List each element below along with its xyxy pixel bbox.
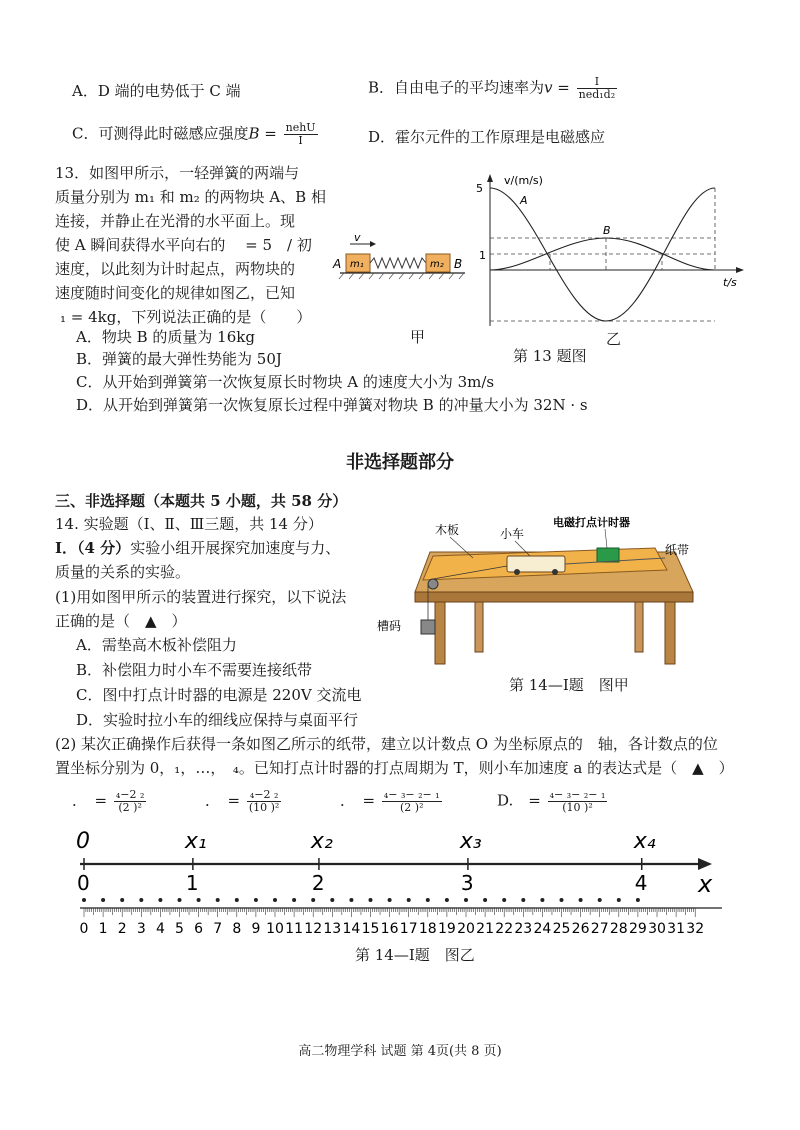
tape-axis-label: x <box>698 870 713 898</box>
velocity-label: v <box>354 231 361 244</box>
tape-point-label: 4 <box>634 871 648 895</box>
q13-figure-caption: 第 13 题图 <box>513 347 587 365</box>
ruler-number: 1 <box>98 921 108 937</box>
ruler-number: 32 <box>686 921 705 937</box>
m1-label: m₁ <box>350 259 364 270</box>
ruler-number: 14 <box>342 921 361 937</box>
ruler-number: 29 <box>628 921 647 937</box>
q13-option-a: A．物块 B 的质量为 16kg <box>76 328 255 346</box>
timer <box>597 548 619 562</box>
q14-sub2-option-d: D. = $\frac{\text{₄− ₃− ₂− ₁}}{\text{(10 )²}}$ <box>497 788 606 815</box>
ruler-number: 8 <box>232 921 242 937</box>
tape-dot <box>82 898 86 902</box>
ruler-number: 27 <box>590 921 609 937</box>
tick-1: 1 <box>479 249 486 262</box>
q13-fig-jia-label: 甲 <box>410 328 426 346</box>
tape-point-label: 0 <box>77 871 90 895</box>
q13-stem-3: 连接，并静止在光滑的水平面上。现 <box>55 212 296 230</box>
label-weight: 槽码 <box>377 619 402 633</box>
q14-sub1-line2: 正确的是（ ▲ ） <box>55 612 187 630</box>
ruler-number: 20 <box>457 921 475 937</box>
ruler-number: 9 <box>251 921 261 937</box>
tape-dot <box>120 898 124 902</box>
tape-dot <box>598 898 602 902</box>
q13-option-b: B．弹簧的最大弹性势能为 50J <box>76 350 282 368</box>
q13-option-c: C．从开始到弹簧第一次恢复原长时物块 A 的速度大小为 3m/s <box>76 373 495 391</box>
ruler-number: 17 <box>399 921 418 937</box>
q13-figure-jia <box>330 230 480 290</box>
label-cart: 小车 <box>500 527 525 541</box>
ruler-number: 26 <box>571 921 590 937</box>
tape-top-label: 0 <box>76 829 90 854</box>
q13-figure-yi <box>470 168 755 338</box>
block-b-letter: B <box>454 257 463 271</box>
tape-dot <box>273 898 277 902</box>
q12-option-d: D．霍尔元件的工作原理是电磁感应 <box>368 128 606 146</box>
tape-dot <box>521 898 525 902</box>
tick-5: 5 <box>476 182 483 195</box>
ruler-number: 19 <box>437 921 456 937</box>
q12-option-a: A．D 端的电势低于 C 端 <box>72 82 241 100</box>
tape-dot <box>617 898 621 902</box>
weight <box>421 620 435 634</box>
q13-stem-6: 速度随时间变化的规律如图乙，已知 <box>55 284 296 302</box>
tape-top-label: x₃ <box>459 829 482 854</box>
ruler-number: 5 <box>175 921 184 937</box>
tape-dot <box>636 898 640 902</box>
ruler-number: 7 <box>213 921 223 937</box>
m2-label: m₂ <box>430 259 444 270</box>
q14-sub2-option-a: ． = $\frac{\text{₄−2 ₂}}{\text{(2 )²}}$ <box>72 788 145 815</box>
q14-part1-line2: 质量的关系的实验。 <box>55 563 191 581</box>
q14-sub2-line1: (2) 某次正确操作后获得一条如图乙所示的纸带，建立以计数点 O 为坐标原点的 轴，各计数点的位 <box>55 735 718 753</box>
section-header: 非选择题部分 <box>346 452 454 473</box>
tape-dot <box>254 898 258 902</box>
q14-intro: 14. 实验题（Ⅰ、Ⅱ、Ⅲ三题，共 14 分） <box>55 515 323 533</box>
page-footer: 高二物理学科 试题 第 4页(共 8 页) <box>298 1044 502 1059</box>
tape-dot <box>445 898 449 902</box>
tape-dot <box>101 898 105 902</box>
ruler-number: 23 <box>514 921 533 937</box>
ruler-number: 13 <box>323 921 342 937</box>
tape-top-label: x₁ <box>184 829 207 854</box>
tape-dot <box>369 898 373 902</box>
q14-sub1-option-a: A．需垫高木板补偿阻力 <box>76 636 237 654</box>
tape-dot <box>426 898 430 902</box>
spring <box>370 258 426 268</box>
label-board: 木板 <box>435 523 460 537</box>
tape-dot <box>235 898 239 902</box>
ruler-number: 16 <box>380 921 399 937</box>
tape-dot <box>178 898 182 902</box>
tape-dot <box>407 898 411 902</box>
tape-dot <box>330 898 334 902</box>
y-axis-label: v/(m/s) <box>504 174 543 187</box>
ruler-number: 21 <box>476 921 495 937</box>
label-tape: 纸带 <box>665 543 690 557</box>
ruler-number: 6 <box>194 921 204 937</box>
ruler-number: 12 <box>304 921 323 937</box>
q14-sub1-option-c: C．图中打点计时器的电源是 220V 交流电 <box>76 686 362 704</box>
q12-option-c: C．可测得此时磁感应强度B = $\frac{\text{nehU}}{I}$ <box>72 121 316 148</box>
ruler-number: 0 <box>79 921 89 937</box>
tape-dot <box>349 898 353 902</box>
ruler-number: 18 <box>418 921 437 937</box>
tape-point-label: 3 <box>460 871 474 895</box>
q14-sub2-line2: 置坐标分别为 0，₁，…， ₄。已知打点计时器的打点周期为 T，则小车加速度 a 的表达式是（ ▲ ） <box>55 759 734 777</box>
tape-dot <box>197 898 201 902</box>
tape-dot <box>540 898 544 902</box>
q13-stem-4: 使 A 瞬间获得水平向右的 = 5 / 初 <box>55 236 312 254</box>
q13-fig-yi-label: 乙 <box>606 330 622 348</box>
tape-point-label: 1 <box>185 871 199 895</box>
q13-stem-5: 速度，以此刻为计时起点，两物块的 <box>55 260 296 278</box>
label-timer: 电磁打点计时器 <box>553 516 630 529</box>
q13-stem-1: 13．如图甲所示，一轻弹簧的两端与 <box>55 164 300 182</box>
tape-dot <box>464 898 468 902</box>
tape-top-label: x₄ <box>633 829 656 854</box>
q14-part1-line1: Ⅰ．（4 分）实验小组开展探究加速度与力、 <box>55 539 341 557</box>
tape-point-label: 2 <box>311 871 325 895</box>
tape-dot <box>139 898 143 902</box>
ruler-number: 15 <box>361 921 380 937</box>
tape-dot <box>292 898 296 902</box>
tape-dot <box>560 898 564 902</box>
tape-dot <box>216 898 220 902</box>
ruler-number: 28 <box>609 921 628 937</box>
q13-stem-7: ₁ = 4kg，下列说法正确的是（ ） <box>60 308 312 326</box>
tape-dot <box>579 898 583 902</box>
q14-sub1-option-d: D．实验时拉小车的细线应保持与桌面平行 <box>76 711 359 729</box>
q14-sub2-option-c: ． = $\frac{\text{₄− ₃− ₂− ₁}}{\text{(2 )²}}$ <box>340 788 440 815</box>
ruler-number: 4 <box>155 921 165 937</box>
ruler-number: 11 <box>285 921 304 937</box>
q14-figure-yi-caption: 第 14—Ⅰ题 图乙 <box>355 946 475 964</box>
curve-a-label: A <box>520 194 528 207</box>
q14-sub1-option-b: B．补偿阻力时小车不需要连接纸带 <box>76 661 313 679</box>
ruler-number: 31 <box>667 921 686 937</box>
q14-figure-jia <box>375 512 710 674</box>
ruler-number: 24 <box>533 921 552 937</box>
tape-top-label: x₂ <box>310 829 333 854</box>
block-a-letter: A <box>333 257 342 271</box>
section-title: 三、非选择题（本题共 5 小题，共 58 分） <box>55 492 348 510</box>
ruler-number: 10 <box>266 921 284 937</box>
tape-dot <box>158 898 162 902</box>
ruler-number: 3 <box>136 921 146 937</box>
q13-option-d: D．从开始到弹簧第一次恢复原长过程中弹簧对物块 B 的冲量大小为 32N · s <box>76 396 588 414</box>
q14-figure-jia-caption: 第 14—Ⅰ题 图甲 <box>509 676 629 694</box>
x-axis-label: t/s <box>723 276 737 289</box>
q14-figure-yi <box>70 826 730 938</box>
ruler-number: 22 <box>495 921 514 937</box>
q12-option-b: B．自由电子的平均速率为v = $\frac{I}{\text{ned₁d₂}}$ <box>368 75 616 102</box>
tape-dot <box>311 898 315 902</box>
ruler-number: 30 <box>648 921 666 937</box>
curve-b-label: B <box>603 224 611 237</box>
tape-axis-arrow <box>698 858 712 870</box>
ruler-number: 2 <box>117 921 127 937</box>
tape-dot <box>483 898 487 902</box>
q14-sub1-line1: (1)用如图甲所示的装置进行探究，以下说法 <box>55 588 347 606</box>
tape-dot <box>388 898 392 902</box>
q14-sub2-option-b: ． = $\frac{\text{₄−2 ₂}}{\text{(10 )²}}$ <box>205 788 280 815</box>
tape-dot <box>502 898 506 902</box>
curve-a <box>490 188 715 321</box>
ruler-number: 25 <box>552 921 571 937</box>
q13-stem-2: 质量分别为 m₁ 和 m₂ 的两物块 A、B 相 <box>55 188 326 206</box>
